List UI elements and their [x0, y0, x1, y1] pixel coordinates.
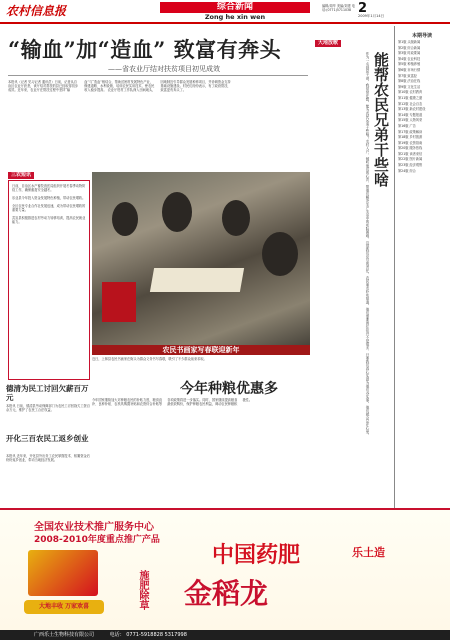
- photo-figure: [112, 202, 138, 236]
- info-item: 日前，自治区水产畜牧兽医局组织开展冬春季动物防疫工作，确保畜禽安全越冬。: [12, 184, 86, 192]
- sidebar-item[interactable]: 第20版 服务热线: [398, 146, 423, 151]
- sidebar-item[interactable]: 第15版 人物风采: [398, 118, 423, 123]
- ad-top-text2: 2008-2010年度重点推广产品: [34, 535, 160, 545]
- left-story2-title: 开化三百农民工返乡创业: [6, 434, 89, 443]
- ad-top-text: 全国农业技术推广服务中心: [34, 522, 154, 533]
- advertisement: [0, 508, 450, 632]
- photo-banner: 农民书画家写春联迎新年: [92, 345, 310, 355]
- footer-phone: 0771-5918828 5317998: [126, 632, 187, 638]
- photo-figure: [222, 200, 250, 236]
- section-title: 综合新闻: [160, 2, 310, 13]
- sidebar-item[interactable]: 第1版 头版新闻: [398, 40, 421, 44]
- info-item: 乐业县今年投入资金发展特色种植，带动农民增收。: [12, 196, 86, 200]
- sidebar-item[interactable]: 第14版 专题报道: [398, 112, 423, 117]
- left-story2-body: 本报讯 近年来，开化县外出务工农民掌握技术、积累资金后纷纷返乡创业，带动当地经济发展。: [6, 454, 90, 462]
- sidebar-item[interactable]: 第21版 读者来信: [398, 151, 423, 156]
- right-column-title: 能帮农民兄弟干些啥: [372, 52, 390, 187]
- sidebar-item[interactable]: 第23版 经济观察: [398, 163, 423, 168]
- sidebar-item[interactable]: 第19版 农资指南: [398, 140, 423, 145]
- sidebar-item[interactable]: 第17版 政策解读: [398, 129, 423, 134]
- footer-company: 广西乐土生物科技有限公司: [34, 632, 95, 638]
- sidebar-item[interactable]: 第3版 时政要闻: [398, 51, 421, 56]
- photo-scroll: [102, 282, 136, 322]
- sidebar-item[interactable]: 第9版 文化生活: [398, 84, 421, 89]
- left-story1-body: 本报讯 日前，德清县劳动保障部门为农民工讨回拖欠工资百余万元，维护了农民工合法权益。: [6, 404, 90, 412]
- photo-figure: [162, 192, 192, 232]
- ad-footer: [0, 630, 450, 640]
- footer-phone-label: 电话：: [109, 632, 125, 638]
- sidebar-list: [398, 40, 448, 174]
- ad-product-name: 金稻龙: [184, 577, 269, 610]
- headline-divider: [8, 75, 308, 76]
- sidebar-item[interactable]: 第7版 致富经: [398, 73, 417, 78]
- lead-subhead: ——省农业厅结对扶贫项目初见成效: [108, 65, 220, 73]
- sidebar-item[interactable]: 第11版 健康之窗: [398, 95, 423, 100]
- sidebar-item[interactable]: 第2版 综合新闻: [398, 45, 421, 50]
- info-box-label: 三农短讯: [8, 172, 34, 179]
- sidebar-item[interactable]: 第16版 广告: [398, 123, 416, 128]
- info-item: 全区农民专业合作社发展迅速，成为带动农民增收的重要力量。: [12, 204, 86, 212]
- header-rule: [0, 22, 450, 24]
- left-story1-title: 德清为民工讨回欠薪百万元: [6, 384, 89, 402]
- ad-brand-suffix: 乐土造: [352, 546, 385, 559]
- sidebar-item[interactable]: 第12版 社会百态: [398, 101, 423, 106]
- sidebar-title: 本期导读: [411, 33, 432, 39]
- masthead-logo: 农村信息报: [6, 4, 67, 18]
- info-item: 武宣县积极推进农村劳动力转移培训，提高农民就业能力。: [12, 216, 86, 224]
- photo-table: [150, 268, 244, 292]
- center-story-body: 今年国家继续加大对种粮农民的补贴力度，粮食直补、良种补贴、农机具购置补贴和农资综合补贴等各项政策将进一步落实。同时，国家继续提高粮食最低收购价，保护种粮农民利益，调动农民种粮积极性。: [92, 398, 253, 406]
- sidebar-item[interactable]: 第10版 农村教育: [398, 90, 423, 95]
- sidebar-item[interactable]: 第6版 市场行情: [398, 67, 421, 72]
- photo-caption: 近日，上林县农民书画家在街头为群众义务书写春联，吸引了不少群众前来求取。: [92, 357, 207, 361]
- sidebar-item[interactable]: 第4版 农业科技: [398, 56, 421, 61]
- ad-badge: 大地丰收 万家欢喜: [24, 600, 104, 614]
- news-photo: [92, 172, 310, 352]
- info-box: [8, 180, 90, 380]
- center-story-title: 今年种粮优惠多: [180, 381, 278, 397]
- ad-brand: 中国药肥: [212, 543, 301, 568]
- lead-body: [8, 80, 308, 166]
- page-number: 2: [358, 1, 368, 16]
- photo-figure: [262, 232, 298, 276]
- lead-body-extra: 农业厅驻村工作队深入田间地头，因地制宜引导群众发展种养项目，并协调资金支持基础设施建设。村民们纷纷表示，有了政府帮扶，致富更有奔头了。: [107, 80, 231, 92]
- sidebar-item[interactable]: 第18版 乡村旅游: [398, 135, 423, 140]
- ad-product-bag: [28, 550, 98, 596]
- right-column-body: 作为一名基层干部，我常常在想，能为农民兄弟干些啥？走村入户，倾听他们的心声，帮他们解决生产生活中的实际困难，这是我们应尽的责任。农民朋友朴实厚道，他们需要的往往并不是很多，只要我们真心实意为他们办实事，他们就会记在心里。: [366, 52, 370, 437]
- right-column-label: 大地放歌: [315, 40, 341, 47]
- lead-body-text: 本报讯（记者 见习记者 通讯员）日前，记者从自治区农业厅获悉，该厅结对帮扶的县已经取得初步成效。近年来，农业厅在帮扶过程中坚持“输血”与“造血”相结合，帮助贫困村发展特色产业，修建道路、水利设施，培训农民实用技术，使农民收入稳步提高。: [8, 80, 155, 92]
- sidebar-item[interactable]: 第13版 新农村建设: [398, 107, 426, 112]
- sidebar-item[interactable]: 第8版 法治在线: [398, 79, 421, 84]
- ad-slogan: 施肥除草: [137, 570, 148, 610]
- edition-meta: 编辑/周华 美编/刘建 电话:(0771)5711038: [322, 4, 355, 12]
- section-pinyin: Zong he xin wen: [204, 13, 266, 21]
- sidebar-item[interactable]: 第22版 图片新闻: [398, 157, 423, 162]
- lead-headline: “输血”加“造血” 致富有奔头: [8, 37, 282, 62]
- issue-date: 2009年1月14日: [358, 14, 385, 18]
- sidebar-item[interactable]: 第24版 综合: [398, 168, 416, 173]
- sidebar-item[interactable]: 第5版 种植养殖: [398, 62, 421, 67]
